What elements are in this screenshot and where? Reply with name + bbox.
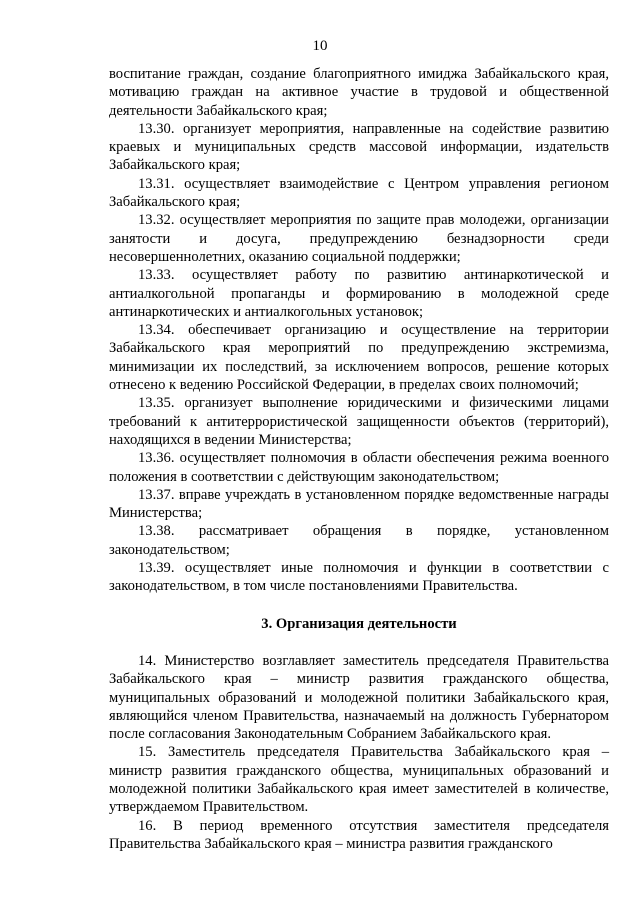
paragraph-13-34: 13.34. обеспечивает организацию и осуществление на территории Забайкальского края мероприятий по предупреждению экстремизма, минимизации их последствий, за исключением вопросов, решение которых отнесено к ведению Российской Федерации, в пределах своих полномочий; [109, 322, 609, 394]
paragraph-15: 15. Заместитель председателя Правительства Забайкальского края – министр развития гражданского общества, муниципальных образований и молодежной политики Забайкальского края имеет заместителей в количестве, утверждаемом Правительством. [109, 744, 609, 816]
paragraph-14: 14. Министерство возглавляет заместитель председателя Правительства Забайкальского края – министр развития гражданского общества, муниципальных образований и молодежной политики Забайкальского края, являющийся членом Правительства, назначаемый на должность Губернатором после согласования Законодательным Собранием Забайкальского края. [109, 652, 609, 743]
paragraph-13-32: 13.32. осуществляет мероприятия по защите прав молодежи, организации занятости и досуга, предупреждению безнадзорности среди несовершеннолетних, оказанию социальной поддержки; [109, 212, 609, 265]
paragraph-13-30: 13.30. организует мероприятия, направленные на содействие развитию краевых и муниципальных средств массовой информации, издательств Забайкальского края; [109, 120, 609, 174]
paragraph-13-38: 13.38. рассматривает обращения в порядке, установленном законодательством; [109, 523, 609, 558]
paragraph-13-37: 13.37. вправе учреждать в установленном порядке ведомственные награды Министерства; [109, 486, 609, 522]
document-body [109, 65, 609, 853]
paragraph-16: 16. В период временного отсутствия заместителя председателя Правительства Забайкальского края – министра развития гражданского [109, 817, 609, 852]
section-heading: 3. Организация деятельности [261, 615, 457, 632]
paragraph-13-36: 13.36. осуществляет полномочия в области обеспечения режима военного положения в соответствии с действующим законодательством; [109, 450, 609, 485]
paragraph-13-39: 13.39. осуществляет иные полномочия и функции в соответствии с законодательством, в том числе постановлениями Правительства. [109, 560, 609, 595]
paragraph-13-33: 13.33. осуществляет работу по развитию антинаркотической и антиалкогольной пропаганды и формированию в молодежной среде антинаркотических и антиалкогольных установок; [109, 267, 609, 320]
paragraph-continuation: воспитание граждан, создание благоприятного имиджа Забайкальского края, мотивацию граждан на активное участие в трудовой и общественной деятельности Забайкальского края; [109, 66, 609, 119]
paragraph-13-31: 13.31. осуществляет взаимодействие с Центром управления регионом Забайкальского края; [109, 175, 609, 211]
page-number: 10 [312, 38, 328, 54]
paragraph-13-35: 13.35. организует выполнение юридическими и физическими лицами требований к антитеррористической защищенности объектов (территорий), находящихся в ведении Министерства; [109, 395, 609, 448]
